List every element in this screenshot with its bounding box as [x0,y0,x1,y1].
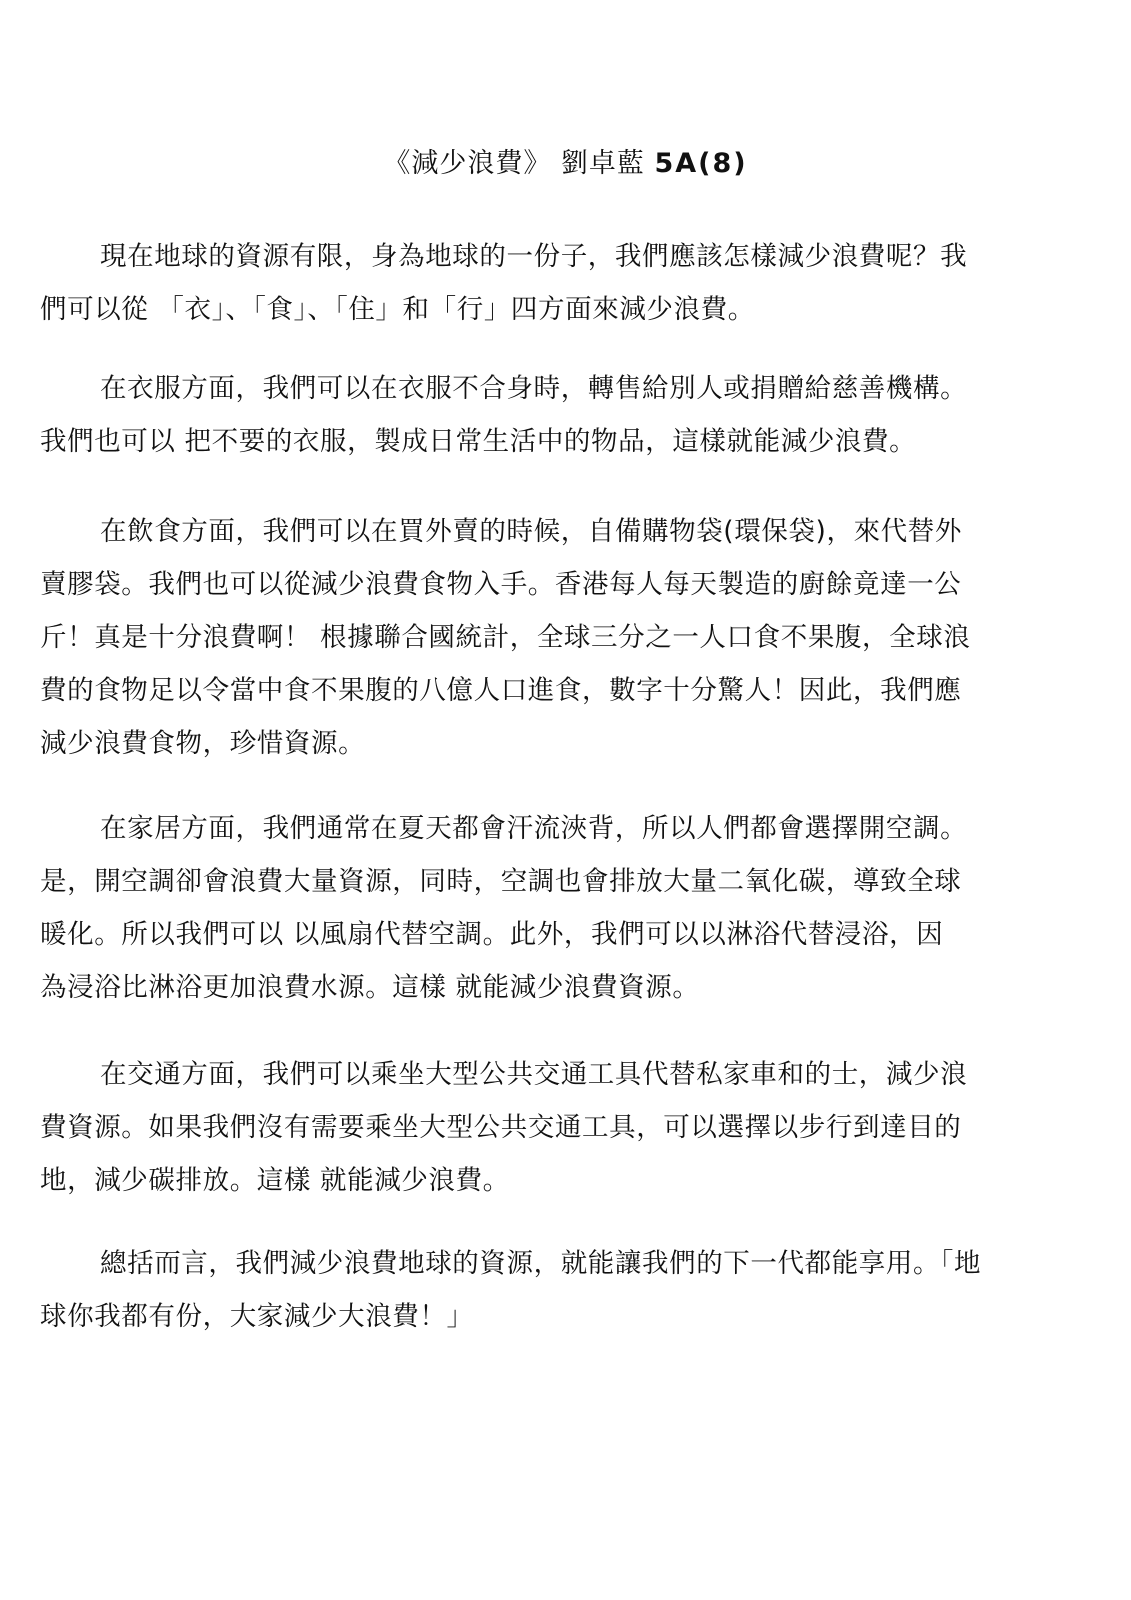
paragraph-housing [40,802,1100,1014]
paragraph-line: 減少浪費食物，珍惜資源。 [40,728,366,759]
paragraph-conclusion [40,1237,1100,1343]
paragraph-transport [40,1048,1100,1207]
paragraph-line: 在交通方面，我們可以乘坐大型公共交通工具代替私家車和的士，減少浪 [100,1059,968,1090]
paragraph-introduction [40,230,1100,336]
paragraph-line: 現在地球的資源有限，身為地球的一份子，我們應該怎樣減少浪費呢？我 [100,241,968,272]
paragraph-line: 斤！真是十分浪費啊！ 根據聯合國統計，全球三分之一人口食不果腹，全球浪 [40,622,971,653]
paragraph-line: 總括而言，我們減少浪費地球的資源，就能讓我們的下一代都能享用。「地 [100,1248,982,1279]
paragraph-line: 費資源。如果我們沒有需要乘坐大型公共交通工具，可以選擇以步行到達目的 [40,1112,962,1143]
class-number: 5A(8) [654,148,748,179]
paragraph-line: 在飲食方面，我們可以在買外賣的時候，自備購物袋(環保袋)，來代替外 [100,516,962,547]
paragraph-clothing [40,362,1100,468]
paragraph-line: 地，減少碳排放。這樣 就能減少浪費。 [40,1165,510,1196]
paragraph-line: 們可以從 「衣」、「食」、「住」和「行」四方面來減少浪費。 [40,294,755,325]
essay-title [0,144,1131,184]
paragraph-line: 是，開空調卻會浪費大量資源，同時，空調也會排放大量二氧化碳，導致全球 [40,866,962,897]
essay-title-text: 《減少浪費》 劉卓藍 [383,148,655,179]
paragraph-line: 為浸浴比淋浴更加浪費水源。這樣 就能減少浪費資源。 [40,972,700,1003]
paragraph-line: 暖化。所以我們可以 以風扇代替空調。此外，我們可以以淋浴代替浸浴，因 [40,919,944,950]
paragraph-line: 費的食物足以令當中食不果腹的八億人口進食，數字十分驚人！因此，我們應 [40,675,962,706]
paragraph-line: 在家居方面，我們通常在夏天都會汗流浹背，所以人們都會選擇開空調。 [100,813,968,844]
paragraph-line: 我們也可以 把不要的衣服，製成日常生活中的物品，這樣就能減少浪費。 [40,426,917,457]
paragraph-food [40,505,1100,770]
paragraph-line: 賣膠袋。我們也可以從減少浪費食物入手。香港每人每天製造的廚餘竟達一公 [40,569,962,600]
paragraph-line: 球你我都有份，大家減少大浪費！」 [40,1301,474,1332]
paragraph-line: 在衣服方面，我們可以在衣服不合身時，轉售給別人或捐贈給慈善機構。 [100,373,968,404]
